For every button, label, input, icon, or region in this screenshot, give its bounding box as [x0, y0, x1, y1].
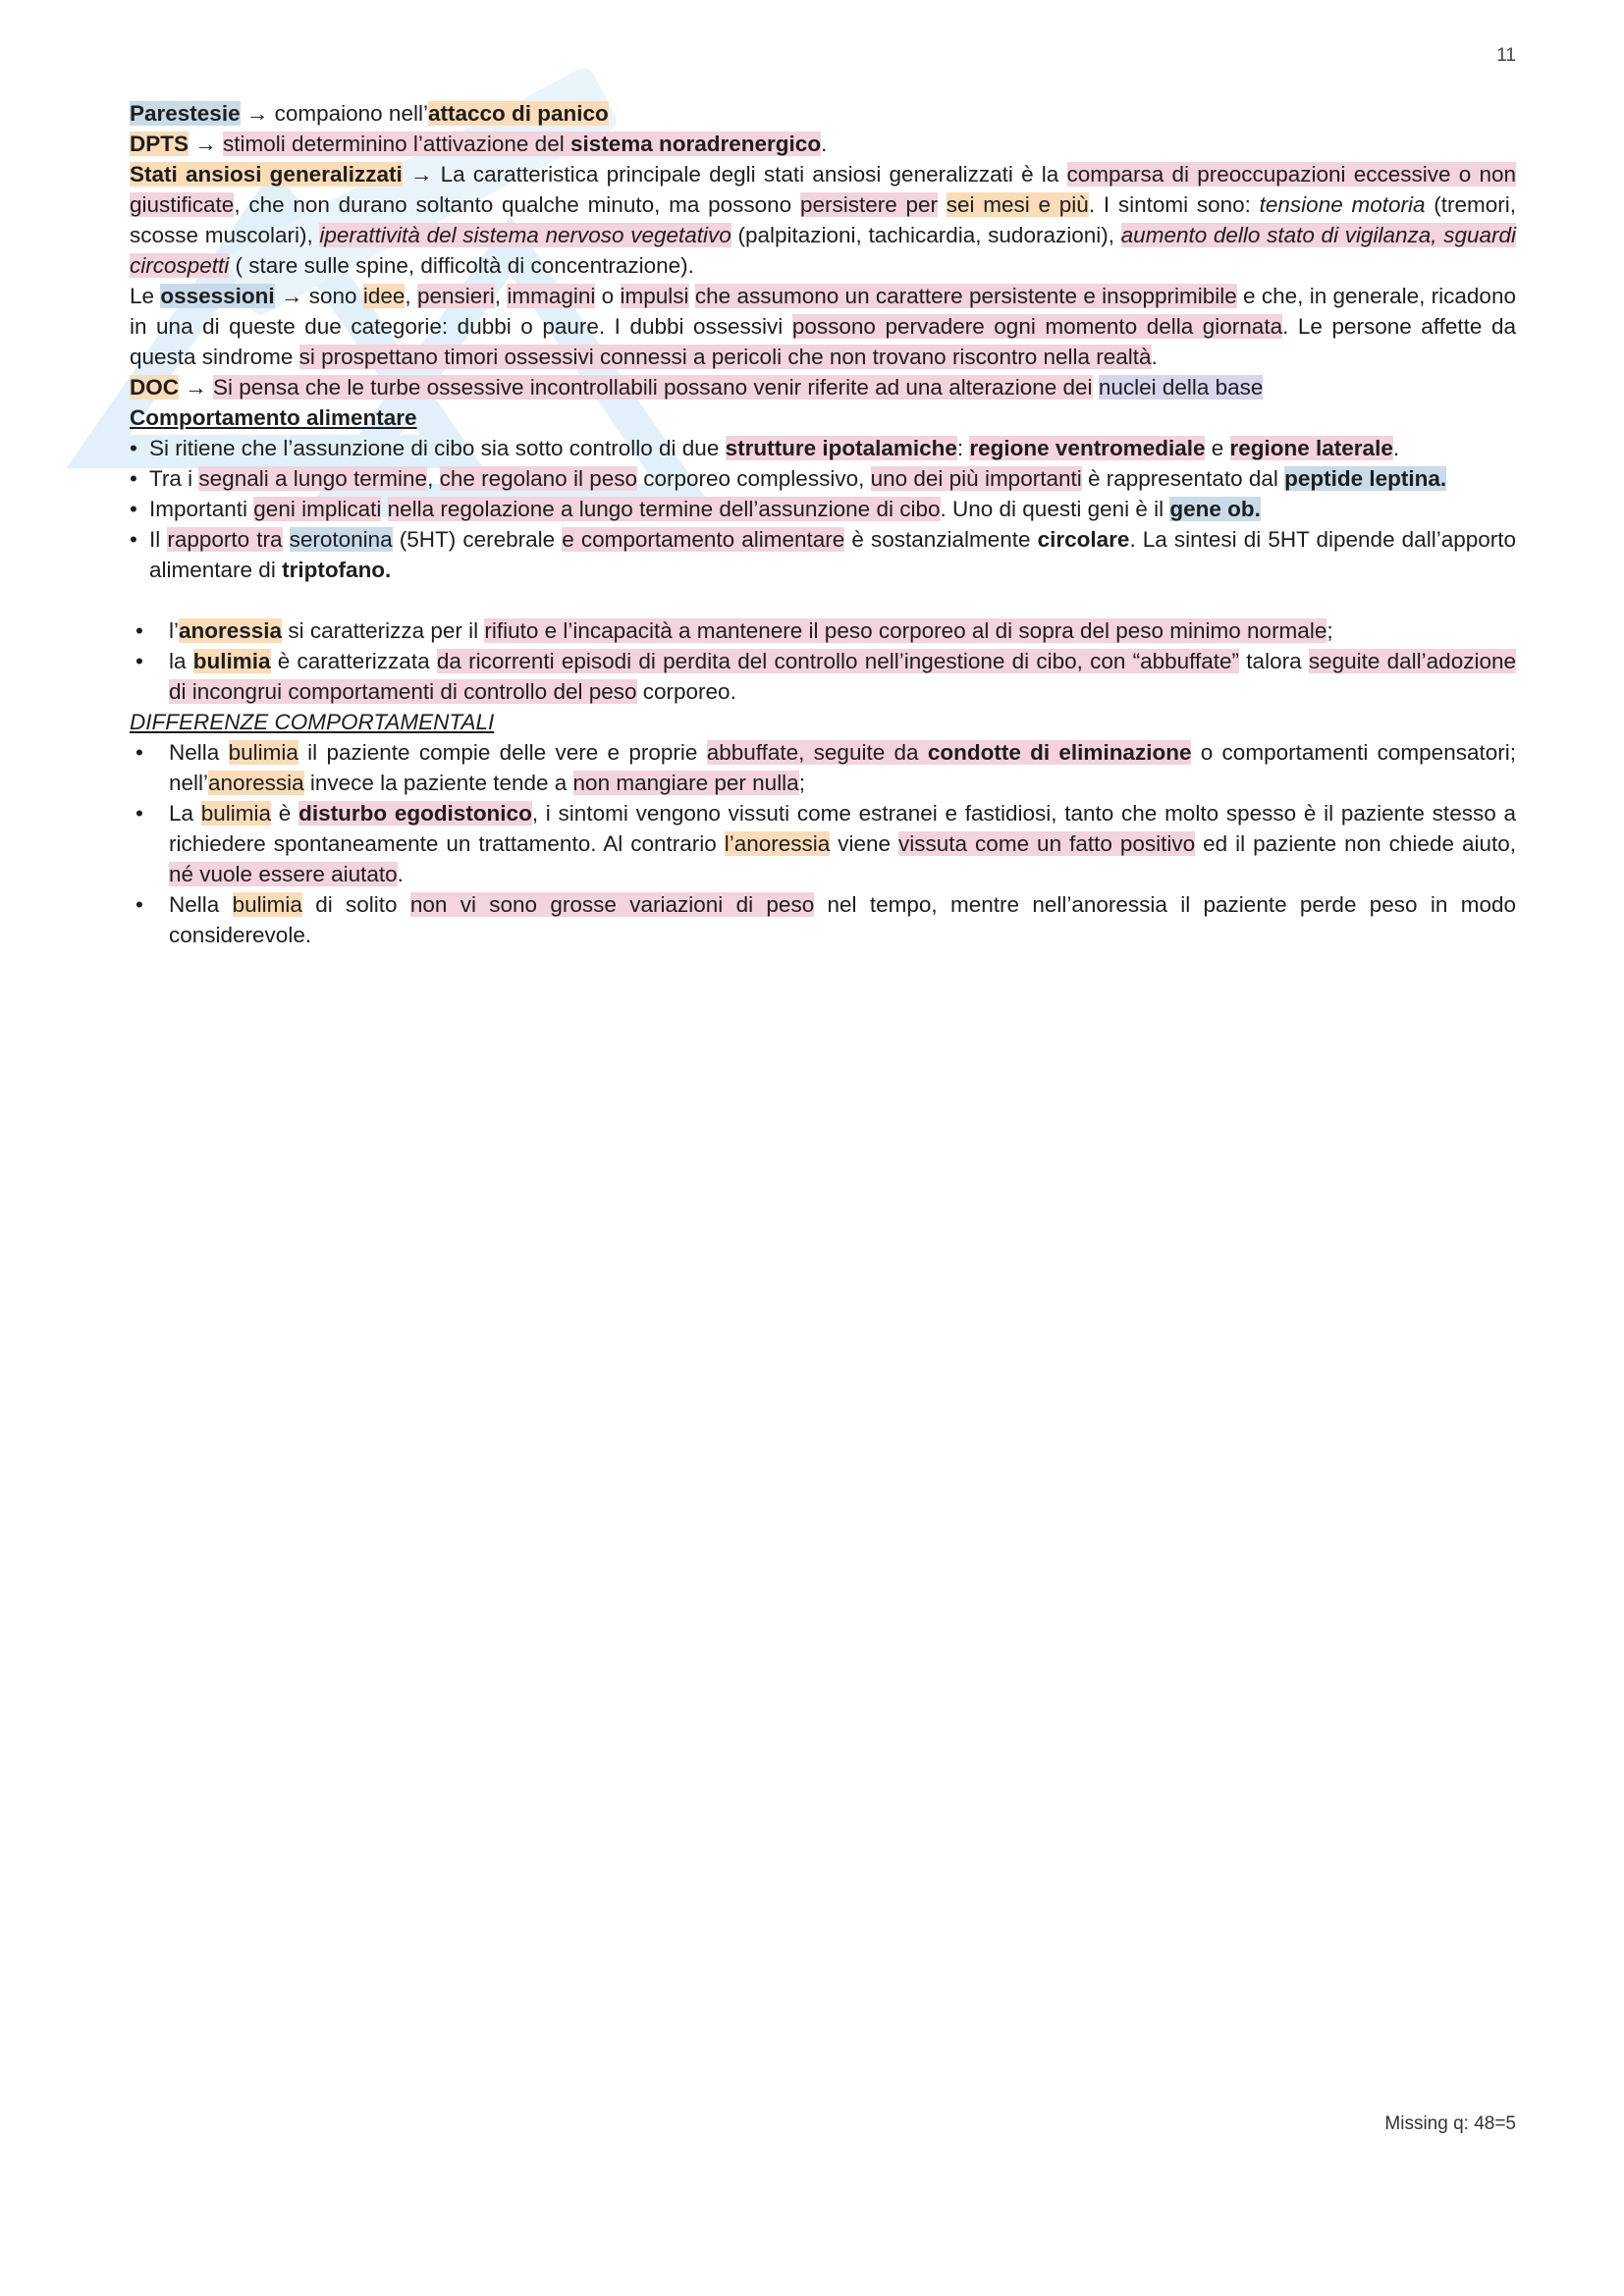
- text: invece la paziente tende a: [303, 771, 573, 795]
- text: [938, 192, 947, 217]
- highlight: regione laterale: [1229, 436, 1393, 460]
- text: compaiono nell’: [268, 101, 428, 126]
- arrow-icon: →: [245, 101, 269, 126]
- term-stati-ansiosi: Stati ansiosi generalizzati: [130, 162, 403, 187]
- highlight: segnali a lungo termine: [198, 466, 428, 491]
- text: :: [956, 436, 970, 460]
- highlight: stimoli determinino l’attivazione del: [223, 132, 570, 156]
- highlight: pensieri: [416, 284, 495, 308]
- highlight: condotte di eliminazione: [927, 740, 1192, 765]
- term-parestesie: Parestesie: [130, 101, 241, 126]
- term-ossessioni: ossessioni: [160, 284, 275, 308]
- highlight: impulsi: [620, 284, 689, 308]
- text: . Uno di questi geni è il: [940, 497, 1170, 521]
- highlight: e comportamento alimentare: [562, 527, 845, 552]
- text: la: [169, 649, 193, 673]
- highlight: non vi sono grosse variazioni di peso: [409, 892, 815, 917]
- differenze-title: DIFFERENZE COMPORTAMENTALI: [130, 710, 495, 734]
- text: . Le persone affette da questa sindrome: [130, 314, 1516, 369]
- text: ,: [427, 466, 440, 491]
- text: e: [1205, 436, 1230, 460]
- highlight: né vuole essere aiutato: [169, 862, 398, 886]
- highlight: Si pensa che le turbe ossessive incontrollabili possano venir riferite ad una alterazione dei: [213, 375, 1093, 400]
- highlight: aumento dello stato di vigilanza, sguardi circospetti: [130, 223, 1517, 278]
- highlight: bulimia: [192, 649, 271, 673]
- highlight: si prospettano timori ossessivi connessi a pericoli che non trovano riscontro nella realtà: [298, 345, 1152, 369]
- highlight: nella regolazione a lungo termine dell’assunzione di cibo: [387, 497, 941, 521]
- highlight: comparsa di preoccupazioni eccessive o non giustificate: [130, 162, 1516, 217]
- arrow-icon: →: [409, 162, 433, 187]
- text: Importanti: [149, 497, 254, 521]
- section-comportamento-alimentare: [130, 402, 1516, 585]
- highlight: attacco di panico: [427, 101, 609, 126]
- text: ,: [494, 284, 508, 308]
- highlight: non mangiare per nulla: [572, 771, 799, 795]
- text: ( stare sulle spine, difficoltà di concentrazione).: [229, 253, 694, 278]
- text: .: [1151, 345, 1158, 369]
- paragraph-doc: [130, 372, 1516, 402]
- list-item: [130, 615, 1516, 646]
- highlight: rapporto tra: [167, 527, 283, 552]
- highlight: idee: [362, 284, 406, 308]
- text: di solito: [301, 892, 410, 917]
- footer-note: Missing q: 48=5: [1384, 2113, 1516, 2134]
- text: ;: [798, 771, 805, 795]
- list-item: [130, 737, 1516, 798]
- highlight: serotonina: [289, 527, 393, 552]
- text: [381, 497, 387, 521]
- list-item: [130, 463, 1516, 494]
- term-doc: DOC: [130, 375, 179, 400]
- list-item: [130, 889, 1516, 950]
- highlight: abbuffate, seguite da: [706, 740, 928, 765]
- text: Tra i: [149, 466, 199, 491]
- highlight: bulimia: [232, 892, 302, 917]
- section-title: Comportamento alimentare: [130, 405, 417, 430]
- highlight: rifiuto e l’incapacità a mantenere il peso corporeo al di sopra del peso minimo normale: [484, 618, 1327, 643]
- highlight: l’anoressia: [724, 831, 831, 856]
- text: Il: [149, 527, 168, 552]
- bold: circolare: [1037, 527, 1130, 552]
- text: è: [271, 801, 299, 826]
- text: . I sintomi sono:: [1088, 192, 1260, 217]
- highlight: gene ob.: [1169, 497, 1261, 521]
- highlight: immagini: [507, 284, 596, 308]
- text: viene: [830, 831, 899, 856]
- highlight: iperattività del sistema nervoso vegetativo: [319, 223, 731, 247]
- text: [283, 527, 290, 552]
- italic: tensione motoria: [1259, 192, 1426, 217]
- highlight: anoressia: [179, 618, 283, 643]
- text: il paziente compie delle vere e proprie: [298, 740, 707, 765]
- disturbi-list: [130, 615, 1516, 707]
- text: Nella: [169, 892, 233, 917]
- text: (palpitazioni, tachicardia, sudorazioni),: [731, 223, 1121, 247]
- text: Nella: [169, 740, 229, 765]
- text: corporeo complessivo,: [636, 466, 871, 491]
- list-item: [130, 494, 1516, 524]
- highlight: anoressia: [208, 771, 304, 795]
- term-dpts: DPTS: [130, 132, 189, 156]
- arrow-icon: →: [185, 375, 207, 400]
- text: o: [595, 284, 621, 308]
- text: .: [821, 132, 828, 156]
- text: e che, in generale, ricadono in una di queste due categorie: dubbi o paure. I dubbi ossessivi: [130, 284, 1516, 339]
- text: .: [1392, 436, 1400, 460]
- comportamento-list: [130, 433, 1516, 585]
- highlight: geni implicati: [253, 497, 382, 521]
- bold: triptofano.: [282, 558, 392, 582]
- list-item: [130, 646, 1516, 707]
- paragraph-parestesie: [130, 98, 1516, 129]
- paragraph-dpts: [130, 129, 1516, 159]
- list-item: [130, 798, 1516, 889]
- text: Si ritiene che l’assunzione di cibo sia sotto controllo di due: [149, 436, 726, 460]
- text: sono: [302, 284, 363, 308]
- text: ,: [405, 284, 417, 308]
- text: nel tempo, mentre nell’anoressia il paziente perde peso in modo considerevole.: [169, 892, 1516, 947]
- text: . La sintesi di 5HT dipende dall’apporto alimentare di: [149, 527, 1517, 582]
- highlight: regione ventromediale: [969, 436, 1206, 460]
- highlight: bulimia: [200, 801, 272, 826]
- text: è caratterizzata: [270, 649, 437, 673]
- highlight: disturbo egodistonico: [298, 801, 532, 826]
- text: La caratteristica principale degli stati ansiosi generalizzati è la: [432, 162, 1067, 187]
- text: .: [397, 862, 404, 886]
- text: Le: [130, 284, 161, 308]
- arrow-icon: →: [194, 132, 217, 156]
- highlight: sei mesi e più: [946, 192, 1089, 217]
- page-number: 11: [1496, 45, 1516, 66]
- text: l’: [169, 618, 179, 643]
- highlight: sistema noradrenergico: [569, 132, 822, 156]
- text: è sostanzialmente: [844, 527, 1038, 552]
- text: si caratterizza per il: [282, 618, 485, 643]
- arrow-icon: →: [280, 284, 303, 308]
- text: talora: [1239, 649, 1309, 673]
- highlight: che regolano il peso: [439, 466, 637, 491]
- highlight: che assumono un carattere persistente e insopprimibile: [694, 284, 1237, 308]
- paragraph-ossessioni: [130, 281, 1516, 372]
- text: , che non durano soltanto qualche minuto, ma possono: [234, 192, 800, 217]
- text: corporeo.: [636, 679, 736, 704]
- highlight: vissuta come un fatto positivo: [898, 831, 1196, 856]
- list-item: [130, 524, 1516, 585]
- text: , i sintomi vengono vissuti come estranei e fastidiosi, tanto che molto spesso è il paziente stesso a richiedere spontaneamente un trattamento. Al contrario: [169, 801, 1516, 856]
- text: (tremori, scosse muscolari),: [130, 192, 1516, 247]
- text: La: [169, 801, 201, 826]
- paragraph-stati-ansiosi: [130, 159, 1516, 281]
- text: è rappresentato dal: [1081, 466, 1285, 491]
- highlight: strutture ipotalamiche: [725, 436, 957, 460]
- highlight: bulimia: [228, 740, 298, 765]
- list-item: [130, 433, 1516, 463]
- text: o comportamenti compensatori; nell’: [169, 740, 1516, 795]
- highlight: da ricorrenti episodi di perdita del controllo nell’ingestione di cibo, con “abbuffate”: [436, 649, 1240, 673]
- highlight: peptide leptina.: [1284, 466, 1447, 491]
- highlight: seguite dall’adozione di incongrui comportamenti di controllo del peso: [169, 649, 1516, 704]
- text: ed il paziente non chiede aiuto,: [1195, 831, 1516, 856]
- differenze-list: [130, 737, 1516, 950]
- highlight: possono pervadere ogni momento della giornata: [791, 314, 1283, 339]
- text: (5HT) cerebrale: [392, 527, 563, 552]
- highlight: uno dei più importanti: [870, 466, 1082, 491]
- highlight: persistere per: [799, 192, 938, 217]
- text: [689, 284, 695, 308]
- text: [1093, 375, 1099, 400]
- highlight: nuclei della base: [1098, 375, 1264, 400]
- document-body: [130, 98, 1516, 950]
- text: ;: [1326, 618, 1333, 643]
